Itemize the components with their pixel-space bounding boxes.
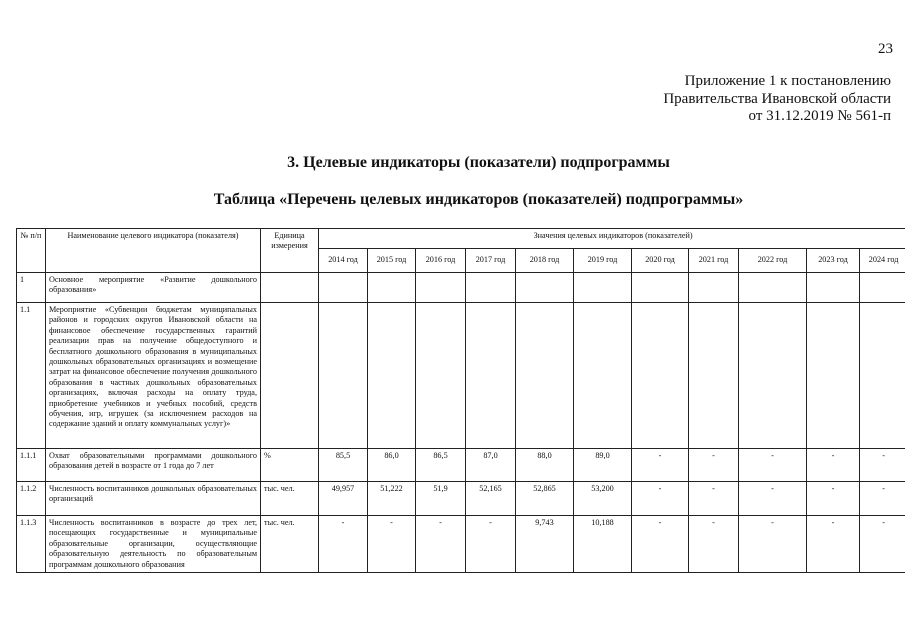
row-indicator-name: Численность воспитанников дошкольных образовательных организаций bbox=[46, 482, 261, 516]
row-value bbox=[739, 273, 807, 303]
header-year: 2021 год bbox=[689, 249, 739, 273]
row-value: - bbox=[807, 516, 860, 573]
row-unit: тыс. чел. bbox=[261, 482, 319, 516]
indicators-table bbox=[16, 228, 905, 573]
row-number: 1 bbox=[17, 273, 46, 303]
header-year: 2024 год bbox=[860, 249, 905, 273]
header-year: 2016 год bbox=[416, 249, 466, 273]
table-row bbox=[17, 273, 905, 303]
header-year: 2019 год bbox=[574, 249, 632, 273]
row-value bbox=[739, 303, 807, 449]
row-indicator-name: Мероприятие «Субвенции бюджетам муниципальных районов и городских округов Ивановской области на финансовое обеспечение государственных гарантий реализации прав на получение общедоступного и бесплатного дошкольного образования в муниципальных дошкольных образовательных организациях и возмещение затрат на финансовое обеспечение получения дошкольного образования в частных дошкольных образовательных организациях, включая расходы на оплату труда, приобретение учебников и учебных пособий, средств обучения, игр, игрушек (за исключением расходов на содержание зданий и оплату коммунальных услуг)» bbox=[46, 303, 261, 449]
page-number: 23 bbox=[878, 41, 893, 57]
row-value bbox=[807, 303, 860, 449]
appendix-line-2: Правительства Ивановской области bbox=[663, 90, 891, 107]
row-value: 87,0 bbox=[466, 449, 516, 482]
row-value: 52,865 bbox=[516, 482, 574, 516]
row-value: - bbox=[860, 482, 905, 516]
header-year: 2014 год bbox=[319, 249, 368, 273]
row-value: 52,165 bbox=[466, 482, 516, 516]
row-number: 1.1 bbox=[17, 303, 46, 449]
header-year: 2017 год bbox=[466, 249, 516, 273]
row-value: 10,188 bbox=[574, 516, 632, 573]
row-value bbox=[466, 273, 516, 303]
row-value bbox=[416, 303, 466, 449]
row-value: - bbox=[632, 482, 689, 516]
section-title: 3. Целевые индикаторы (показатели) подпрограммы bbox=[287, 154, 670, 171]
header-name: Наименование целевого индикатора (показателя) bbox=[46, 229, 261, 273]
row-value bbox=[689, 273, 739, 303]
row-indicator-name: Численность воспитанников в возрасте до трех лет, посещающих государственные и муниципальные образовательные организации, осуществляющие образовательную деятельность по образовательным программам дошкольного образования bbox=[46, 516, 261, 573]
row-value bbox=[574, 273, 632, 303]
row-value: - bbox=[689, 482, 739, 516]
appendix-line-1: Приложение 1 к постановлению bbox=[684, 73, 891, 89]
header-num: № п/п bbox=[17, 229, 46, 273]
row-value bbox=[689, 303, 739, 449]
row-value: - bbox=[368, 516, 416, 573]
header-year: 2023 год bbox=[807, 249, 860, 273]
row-value: - bbox=[739, 449, 807, 482]
row-value bbox=[632, 273, 689, 303]
row-value bbox=[466, 303, 516, 449]
row-value: - bbox=[807, 449, 860, 482]
row-value bbox=[574, 303, 632, 449]
row-value bbox=[632, 303, 689, 449]
row-value: - bbox=[632, 449, 689, 482]
row-number: 1.1.1 bbox=[17, 449, 46, 482]
table-header-row bbox=[17, 229, 905, 249]
row-value: 51,9 bbox=[416, 482, 466, 516]
row-value bbox=[860, 273, 905, 303]
appendix-reference bbox=[663, 73, 891, 126]
row-value: - bbox=[739, 482, 807, 516]
row-value bbox=[807, 273, 860, 303]
row-indicator-name: Основное мероприятие «Развитие дошкольного образования» bbox=[46, 273, 261, 303]
row-value bbox=[416, 273, 466, 303]
header-year: 2018 год bbox=[516, 249, 574, 273]
row-value: - bbox=[689, 449, 739, 482]
row-unit bbox=[261, 303, 319, 449]
row-unit bbox=[261, 273, 319, 303]
row-value: 85,5 bbox=[319, 449, 368, 482]
row-value: 9,743 bbox=[516, 516, 574, 573]
row-value: 88,0 bbox=[516, 449, 574, 482]
row-value: 86,0 bbox=[368, 449, 416, 482]
table-row bbox=[17, 516, 905, 573]
row-value bbox=[319, 303, 368, 449]
row-value: 86,5 bbox=[416, 449, 466, 482]
table-row bbox=[17, 482, 905, 516]
row-value bbox=[368, 303, 416, 449]
row-value: - bbox=[416, 516, 466, 573]
row-value: - bbox=[860, 449, 905, 482]
table-row bbox=[17, 449, 905, 482]
row-value bbox=[516, 303, 574, 449]
row-value: - bbox=[860, 516, 905, 573]
table-title: Таблица «Перечень целевых индикаторов (показателей) подпрограммы» bbox=[213, 191, 744, 208]
row-value bbox=[516, 273, 574, 303]
row-value: 51,222 bbox=[368, 482, 416, 516]
row-value: - bbox=[319, 516, 368, 573]
row-value bbox=[860, 303, 905, 449]
row-unit: тыс. чел. bbox=[261, 516, 319, 573]
row-value bbox=[368, 273, 416, 303]
header-year: 2022 год bbox=[739, 249, 807, 273]
row-value bbox=[319, 273, 368, 303]
row-value: 89,0 bbox=[574, 449, 632, 482]
table-row bbox=[17, 303, 905, 449]
row-value: - bbox=[689, 516, 739, 573]
header-unit: Единица измерения bbox=[261, 229, 319, 273]
row-value: - bbox=[466, 516, 516, 573]
header-year: 2015 год bbox=[368, 249, 416, 273]
appendix-line-3: от 31.12.2019 № 561-п bbox=[748, 108, 891, 124]
row-value: - bbox=[807, 482, 860, 516]
row-value: 49,957 bbox=[319, 482, 368, 516]
row-number: 1.1.2 bbox=[17, 482, 46, 516]
row-unit: % bbox=[261, 449, 319, 482]
row-number: 1.1.3 bbox=[17, 516, 46, 573]
row-value: - bbox=[739, 516, 807, 573]
header-year: 2020 год bbox=[632, 249, 689, 273]
row-value: 53,200 bbox=[574, 482, 632, 516]
row-value: - bbox=[632, 516, 689, 573]
header-values-group: Значения целевых индикаторов (показателей) bbox=[319, 229, 905, 249]
row-indicator-name: Охват образовательными программами дошкольного образования детей в возрасте от 1 года до 7 лет bbox=[46, 449, 261, 482]
